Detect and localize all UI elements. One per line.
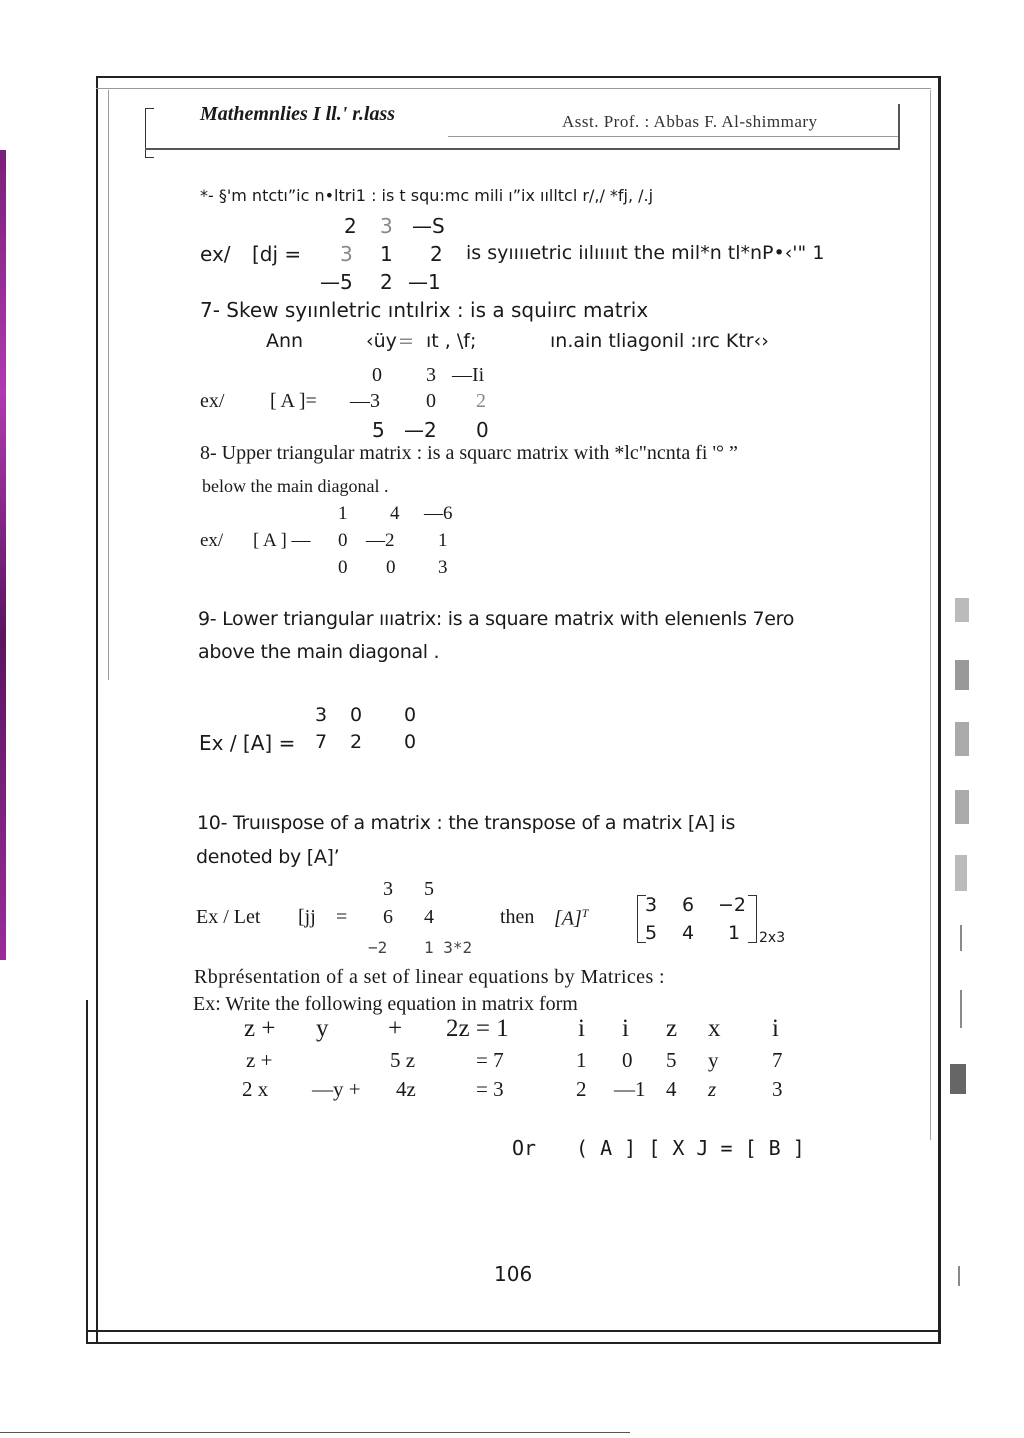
page-number: 106 bbox=[494, 1262, 533, 1286]
matrix-cell: i bbox=[578, 1015, 585, 1042]
matrix-cell: 0 bbox=[338, 557, 348, 578]
matrix-cell: —2 bbox=[404, 418, 437, 442]
matrix-cell: 6 bbox=[682, 894, 695, 916]
matrix-cell: −2 bbox=[718, 894, 747, 916]
matrix-cell: 4 bbox=[682, 922, 695, 944]
matrix-cell: 5 bbox=[666, 1048, 677, 1072]
matrix-cell: z bbox=[708, 1077, 717, 1101]
matrix-cell: —3 bbox=[350, 390, 380, 412]
matrix-cell: 2 bbox=[350, 731, 363, 753]
matrix-equation: ( A ] [ X J = [ B ] bbox=[576, 1136, 805, 1160]
scan-artifact bbox=[950, 1064, 966, 1094]
ex-label: ex/ bbox=[200, 390, 225, 412]
matrix-cell: 5 bbox=[424, 878, 434, 900]
sec9-title: 9- Lower triangular ıııatrix: is a square matrix with elenıenls 7ero bbox=[198, 608, 795, 630]
transpose-bracket-right bbox=[748, 895, 757, 943]
scan-artifact bbox=[955, 855, 967, 891]
scan-artifact bbox=[955, 722, 969, 756]
matrix-cell: i bbox=[772, 1015, 779, 1042]
matrix-cell: i bbox=[622, 1015, 629, 1042]
sec7-note: ın.ain tliagonil :ırc Ktr‹› bbox=[550, 330, 769, 352]
scan-artifact bbox=[955, 790, 969, 824]
sec8-sub: below the main diagonal . bbox=[202, 476, 389, 496]
sec7-title: 7- Skew syıınletric ıntılrix : is a squiırc matrix bbox=[200, 298, 649, 322]
matrix-size-subscript: 2x3 bbox=[759, 930, 786, 946]
scan-artifact bbox=[960, 990, 962, 1028]
matrix-cell: 3 bbox=[340, 242, 353, 266]
matrix-cell: 1 bbox=[338, 503, 348, 524]
page-border-bottom bbox=[88, 1330, 940, 1332]
equation-term: y bbox=[316, 1015, 329, 1042]
equation-term: 4z bbox=[396, 1077, 416, 1101]
scan-artifact bbox=[958, 1266, 960, 1286]
scan-artifact bbox=[955, 660, 969, 690]
matrix-cell: 1 bbox=[438, 530, 448, 551]
scan-artifact bbox=[955, 598, 969, 622]
sec8-title: 8- Upper triangular matrix : is a squarc matrix with *lc"ncnta fi '° ” bbox=[200, 442, 738, 464]
page-border-bottom-outer bbox=[88, 1342, 940, 1344]
matrix-cell: —2 bbox=[366, 530, 395, 551]
matrix-cell: —1 bbox=[614, 1077, 646, 1101]
sec7-note: ıt , \f; bbox=[426, 330, 477, 352]
matrix-cell: 5 bbox=[645, 922, 658, 944]
page-border-inner-left bbox=[108, 90, 109, 680]
matrix-name: [ A ]= bbox=[270, 390, 317, 412]
rep-title: Rbprésentation of a set of linear equations by Matrices : bbox=[194, 966, 666, 988]
matrix-cell: 4 bbox=[424, 906, 434, 928]
equation-term: = 3 bbox=[476, 1077, 504, 1101]
ex-label: Ex / [A] = bbox=[199, 731, 296, 755]
matrix-name: [dj = bbox=[252, 242, 302, 266]
equation-term: 5 z bbox=[390, 1048, 416, 1072]
ex-label: Ex / Let bbox=[196, 906, 261, 928]
matrix-cell: x bbox=[708, 1015, 721, 1042]
matrix-cell: z bbox=[666, 1015, 678, 1042]
matrix-cell: 2 bbox=[576, 1077, 587, 1101]
matrix-cell: —6 bbox=[424, 503, 453, 524]
matrix-cell: 3 bbox=[315, 704, 328, 726]
matrix-cell: 2 bbox=[344, 214, 357, 238]
sec7-note: = bbox=[398, 330, 414, 352]
matrix-cell: 1 bbox=[728, 922, 741, 944]
sec7-note: ‹üy bbox=[366, 330, 397, 352]
matrix-cell: 0 bbox=[476, 418, 489, 442]
matrix-cell: 6 bbox=[383, 906, 393, 928]
matrix-cell: 5 bbox=[372, 418, 385, 442]
matrix-cell: 4 bbox=[390, 503, 400, 524]
matrix-cell: −2 bbox=[368, 938, 388, 957]
sec9-sub: above the main diagonal . bbox=[198, 641, 440, 663]
scan-edge-left bbox=[0, 150, 6, 960]
matrix-cell: 0 bbox=[350, 704, 363, 726]
header-course: Mathemnlies I ll.' r.lass bbox=[200, 103, 396, 125]
page-border-left bbox=[96, 76, 98, 1344]
page-border-right bbox=[938, 76, 941, 1344]
matrix-cell: 2 bbox=[380, 270, 393, 294]
matrix-cell: 1 bbox=[380, 242, 393, 266]
sec10-title: 10- Truııspose of a matrix : the transpose of a matrix [A] is bbox=[197, 812, 736, 834]
transpose-sup: T bbox=[581, 906, 589, 920]
matrix-cell: 3 bbox=[438, 557, 448, 578]
equals-sign: = bbox=[336, 906, 348, 928]
equation-term: 2z = 1 bbox=[446, 1015, 509, 1042]
matrix-cell: 0 bbox=[338, 530, 348, 551]
rep-sub: Ex: Write the following equation in matrix form bbox=[193, 993, 578, 1015]
matrix-cell: 0 bbox=[386, 557, 396, 578]
sec10-sub: denoted by [A]’ bbox=[196, 846, 340, 868]
matrix-name: [ A ] — bbox=[253, 530, 311, 551]
ex-label: ex/ bbox=[200, 242, 231, 266]
matrix-cell: 2 bbox=[430, 242, 443, 266]
matrix-cell: 2 bbox=[476, 390, 486, 412]
equation-term: 2 x bbox=[242, 1077, 269, 1101]
matrix-cell: 3 bbox=[772, 1077, 783, 1101]
sec7-note: Ann bbox=[266, 330, 304, 352]
matrix-cell: 0 bbox=[372, 364, 382, 386]
matrix-cell: 3 bbox=[383, 878, 393, 900]
scan-bottom-line bbox=[0, 1432, 630, 1433]
page-border-top bbox=[96, 76, 941, 78]
transpose-label bbox=[554, 906, 588, 931]
equation-term: z + bbox=[246, 1048, 273, 1072]
transpose-name: [A] bbox=[554, 907, 582, 930]
matrix-cell: 0 bbox=[622, 1048, 633, 1072]
then-label: then bbox=[500, 906, 535, 928]
header-rule bbox=[145, 148, 900, 150]
matrix-name: [jj bbox=[298, 906, 316, 928]
matrix-cell: 3 bbox=[426, 364, 436, 386]
matrix-cell: y bbox=[708, 1048, 719, 1072]
sec6-definition: *- §'m ntctı”ic n•ltri1 : is t squ:mc mili ı”ix ıılltcl r/,/ *fj, /.j bbox=[200, 186, 654, 205]
matrix-cell: 0 bbox=[404, 731, 417, 753]
header-bracket-left bbox=[145, 108, 154, 158]
matrix-cell: 3 bbox=[645, 894, 658, 916]
equation-term: z + bbox=[244, 1015, 276, 1042]
matrix-cell: 3 bbox=[380, 214, 393, 238]
matrix-cell: 7 bbox=[772, 1048, 783, 1072]
matrix-cell: 7 bbox=[315, 731, 328, 753]
equation-term: —y + bbox=[312, 1077, 361, 1101]
page-border-inner-right bbox=[930, 90, 931, 1140]
matrix-cell: —5 bbox=[320, 270, 353, 294]
header-author: Asst. Prof. : Abbas F. Al-shimmary bbox=[562, 112, 818, 131]
matrix-cell: 1 bbox=[576, 1048, 587, 1072]
matrix-cell: —Ii bbox=[452, 364, 485, 386]
page-border-top-inner bbox=[96, 88, 931, 89]
matrix-cell: 0 bbox=[404, 704, 417, 726]
scan-artifact bbox=[960, 925, 962, 951]
equation-term: = 7 bbox=[476, 1048, 504, 1072]
matrix-cell: 0 bbox=[426, 390, 436, 412]
header-bracket-right bbox=[898, 104, 900, 150]
matrix-cell: 4 bbox=[666, 1077, 677, 1101]
matrix-cell: 1 3*2 bbox=[424, 938, 473, 957]
header-rule-short bbox=[448, 136, 900, 137]
matrix-cell: —S bbox=[412, 214, 445, 238]
sec6-note: is syııııetric iılıııııt the mil*n tl*nP•‹'" 1 bbox=[466, 242, 825, 264]
equation-term: + bbox=[388, 1015, 403, 1042]
page-border-left-lower bbox=[86, 1000, 88, 1344]
matrix-cell: —1 bbox=[408, 270, 441, 294]
or-label: Or bbox=[512, 1136, 537, 1160]
ex-label: ex/ bbox=[200, 530, 224, 551]
